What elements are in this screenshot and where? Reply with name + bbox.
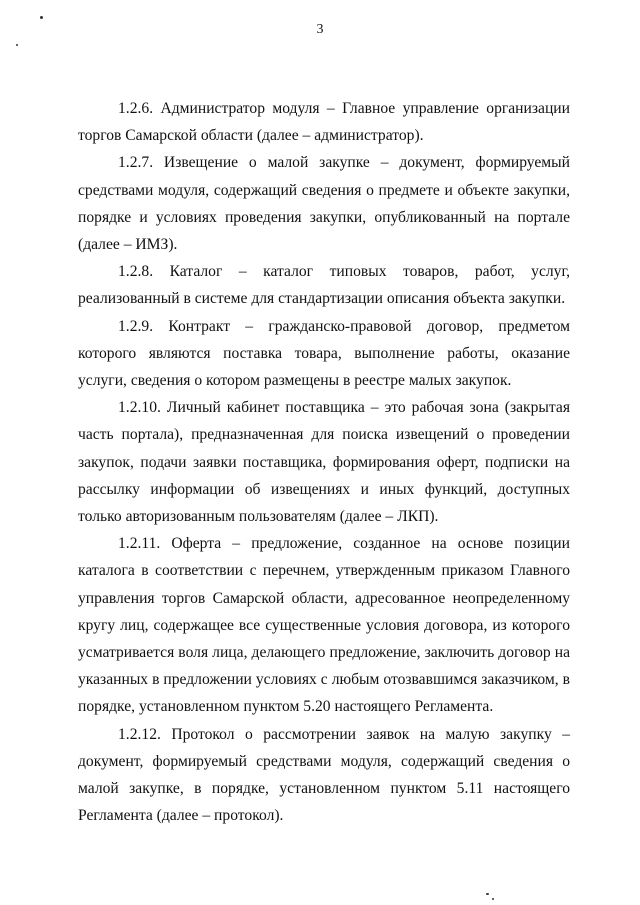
- paragraph-1-2-7: 1.2.7. Извещение о малой закупке – документ, формируемый средствами модуля, содержащий сведения о предмете и объекте закупки, порядке и условиях проведения закупки, опубликованный на портале (далее – ИМЗ).: [78, 154, 570, 254]
- paragraph-1-2-10: 1.2.10. Личный кабинет поставщика – это рабочая зона (закрытая часть портала), предназначенная для поиска извещений о проведении закупок, подачи заявки поставщика, формирования оферт, подписки на рассылку информации об извещениях и иных функций, доступных только авторизованным пользователям (далее – ЛКП).: [78, 399, 570, 526]
- scan-speck: [486, 893, 489, 895]
- scan-speck: [40, 16, 43, 19]
- page-number: 3: [316, 22, 324, 37]
- paragraph-1-2-6: 1.2.6. Администратор модуля – Главное управление организации торгов Самарской области (далее – администратор).: [78, 100, 570, 145]
- document-body: [78, 95, 570, 829]
- paragraph-1-2-8: 1.2.8. Каталог – каталог типовых товаров, работ, услуг, реализованный в системе для стандартизации описания объекта закупки.: [78, 263, 570, 308]
- paragraph-1-2-12: 1.2.12. Протокол о рассмотрении заявок на малую закупку – документ, формируемый средствами модуля, содержащий сведения о малой закупке, в порядке, установленном пунктом 5.11 настоящего Регламента (далее – протокол).: [78, 725, 570, 825]
- scan-speck: [492, 898, 494, 900]
- scan-speck: [16, 44, 18, 46]
- paragraph-1-2-9: 1.2.9. Контракт – гражданско-правовой договор, предметом которого являются поставка товара, выполнение работы, оказание услуги, сведения о котором размещены в реестре малых закупок.: [78, 317, 570, 390]
- paragraph-1-2-11: 1.2.11. Оферта – предложение, созданное на основе позиции каталога в соответствии с перечнем, утвержденным приказом Главного управления торгов Самарской области, адресованное неопределенному кругу лиц, содержащее все существенные условия договора, из которого усматривается воля лица, делающего предложение, заключить договор на указанных в предложении условиях с любым отозвавшимся заказчиком, в порядке, установленном пунктом 5.20 настоящего Регламента.: [78, 535, 570, 716]
